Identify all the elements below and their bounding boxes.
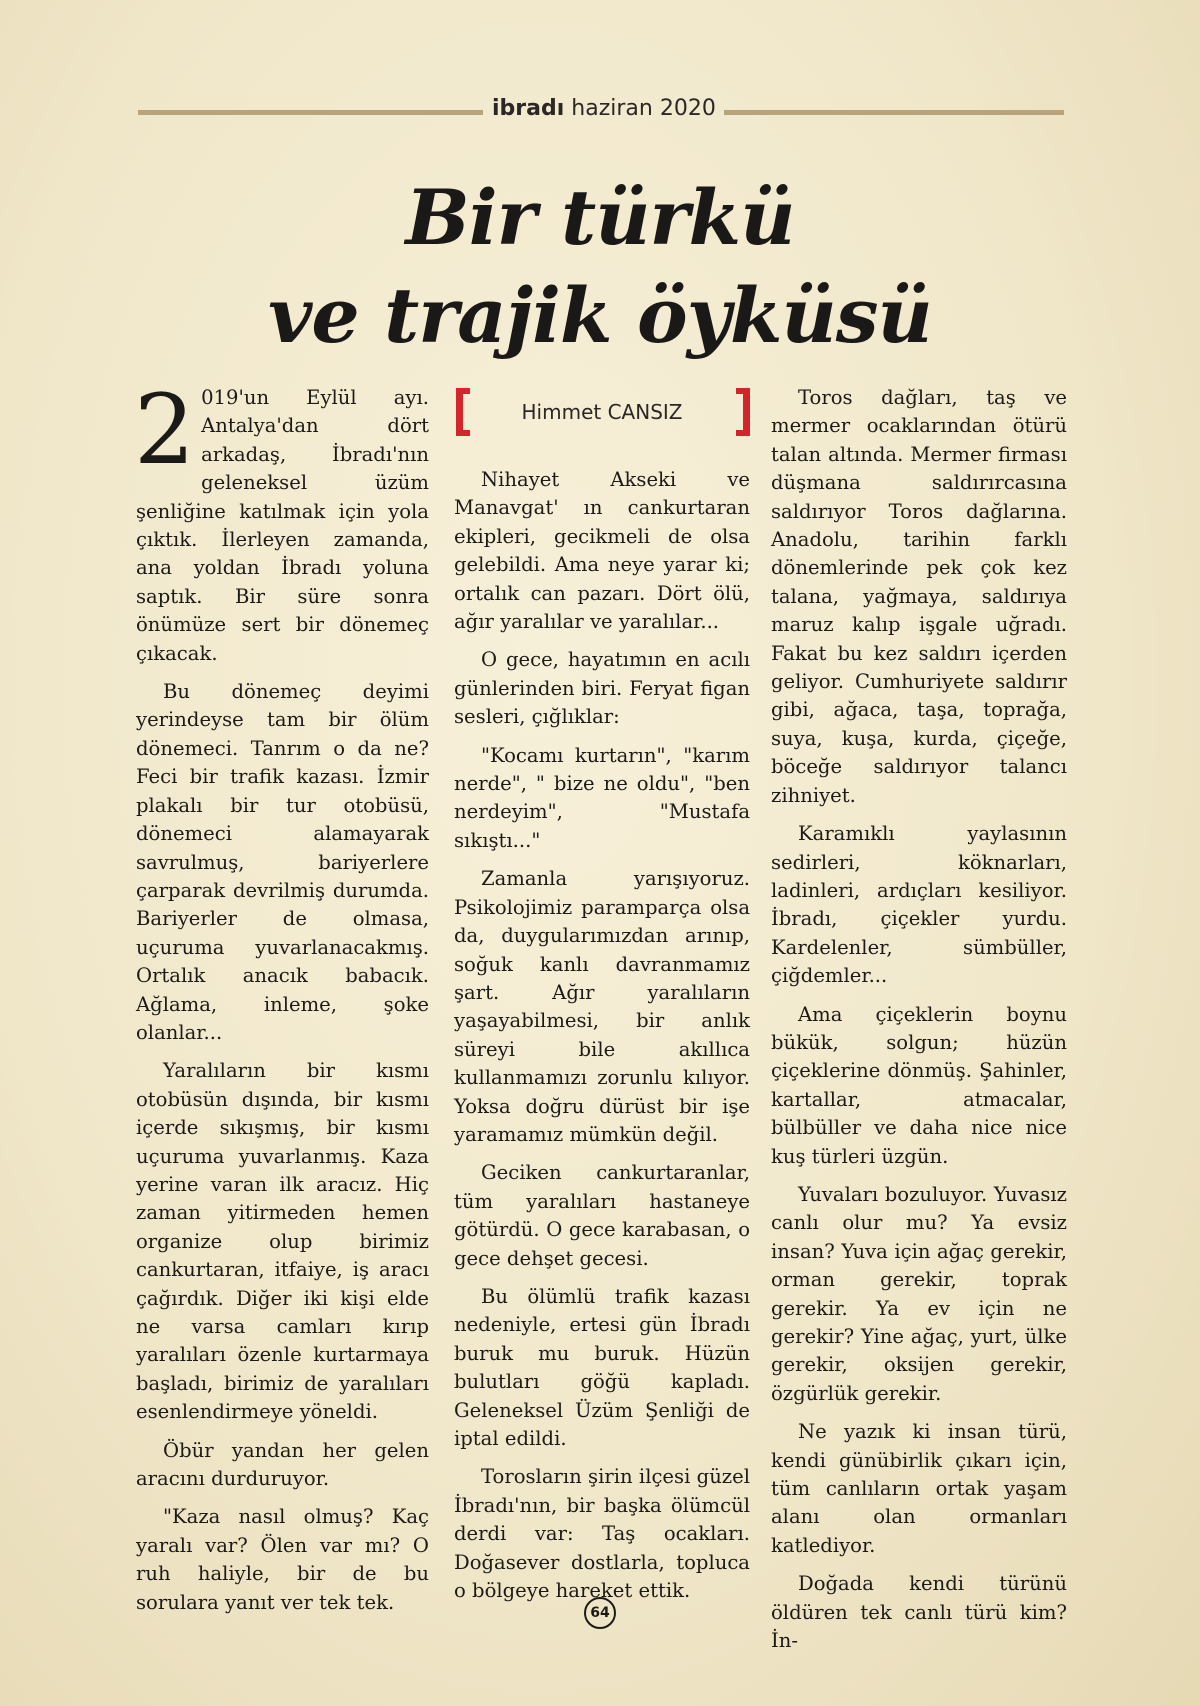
page-number: 64 [584, 1597, 616, 1629]
column-1 [134, 374, 429, 1627]
paragraph-text: 019'un Eylül ayı. Antalya'dan dört arkadaş, İbradı'nın geleneksel üzüm şenliğine katılmak için yola çıktık. İlerleyen zamanda, ana yoldan İbradı yoluna saptık. Bir süre sonra önümüze sert bir dönemeç çıkacak. [136, 386, 429, 665]
article-title-line-1: Bir türkü [405, 173, 795, 262]
issue-date: haziran 2020 [571, 96, 716, 121]
paragraph: "Kocamı kurtarın", "karım nerde", " bize ne oldu", "ben nerdeyim", "Mustafa sıkıştı..." [454, 743, 750, 852]
paragraph: Zamanla yarışıyoruz. Psikolojimiz paramparça olsa da, duygularımızdan arınıp, soğuk kanlı davranmamız şart. Ağır yaralıların yaşayabilmesi, bir anlık süreyi bile akıllıca kullanmamızı zorunlu kılıyor. Yoksa doğru dürüst bir işe yaramamız mümkün değil. [454, 867, 750, 1146]
paragraph: Torosların şirin ilçesi güzel İbradı'nın, bir başka ölümcül derdi var: Taş ocakları. Doğasever dostlarla, topluca o bölgeye hareket ettik. [454, 1465, 750, 1603]
bracket-right [736, 388, 750, 436]
paragraph: Yuvaları bozuluyor. Yuvasız canlı olur mu? Ya evsiz insan? Yuva için ağaç gerekir, orman gerekir, toprak gerekir. Ya ev için ne gerekir? Yine ağaç, yurt, ülke gerekir, oksijen gerekir, özgürlük gerekir. [771, 1182, 1067, 1405]
page-header [138, 96, 1064, 126]
paragraph: Bu ölümlü trafik kazası nedeniyle, ertesi gün İbradı buruk mu buruk. Hüzün bulutları göğü kapladı. Geleneksel Üzüm Şenliği de iptal edildi. [454, 1284, 750, 1450]
article-title-line-2: ve trajik öyküsü [268, 271, 932, 360]
paragraph: Karamıklı yaylasının sedirleri, köknarları, ladinleri, ardıçları kesiliyor. İbradı, çiçekler yurdu. Kardelenler, sümbüller, çiğdemler... [771, 822, 1067, 988]
header-rule-left [138, 110, 483, 115]
paragraph: Bu dönemeç deyimi yerindeyse tam bir ölüm dönemeci. Tanrım o da ne? Feci bir trafik kazası. İzmir plakalı bir tur otobüsü, dönemeci alamayarak savrulmuş, bariyerlere çarparak devrilmiş durumda. Bariyerler de olmasa, uçuruma yuvarlanacakmış. Ortalık anacık babacık. Ağlama, inleme, şoke olanlar... [136, 680, 429, 1044]
paragraph: Toros dağları, taş ve mermer ocaklarından ötürü talan altında. Mermer firması düşmana saldırırcasına saldırıyor Toros dağlarına. Anadolu, tarihin farklı dönemlerinde pek çok kez talana, yağmaya, saldırıya maruz kalıp işgale uğradı. Fakat bu kez saldırı içerden geliyor. Cumhuriyete saldırır gibi, ağaca, taşa, toprağa, suya, kuşa, kurda, çiçeğe, böceğe saldırıyor talancı zihniyet. [771, 386, 1067, 807]
paragraph: "Kaza nasıl olmuş? Kaç yaralı var? Ölen var mı? O ruh haliyle, bir de bu sorulara yanıt ver tek tek. [136, 1505, 429, 1614]
magazine-name: ibradı [492, 96, 565, 121]
header-rule-right [724, 110, 1064, 115]
column-3 [771, 384, 1067, 1665]
paragraph: O gece, hayatımın en acılı günlerinden biri. Feryat figan sesleri, çığlıklar: [454, 648, 750, 729]
bracket-left [456, 388, 470, 436]
paragraph: Geciken cankurtaranlar, tüm yaralıları hastaneye götürdü. O gece karabasan, o gece dehşet gecesi. [454, 1161, 750, 1270]
paragraph: Öbür yandan her gelen aracını durduruyor. [136, 1438, 429, 1491]
drop-cap: 2 [134, 374, 196, 486]
header-label [492, 96, 714, 121]
paragraph: Ama çiçeklerin boynu bükük, solgun; hüzün çiçeklerine dönmüş. Şahinler, kartallar, atmacalar, bülbüller ve daha nice nice kuş türleri üzgün. [771, 1002, 1067, 1168]
paragraph [134, 374, 429, 668]
author-name: Himmet CANSIZ [521, 400, 683, 424]
author-box [454, 388, 750, 440]
paragraph: Ne yazık ki insan türü, kendi günübirlik çıkarı için, tüm canlıların ortak yaşam alanı olan ormanları katlediyor. [771, 1420, 1067, 1557]
paragraph: Nihayet Akseki ve Manavgat' ın cankurtaran ekipleri, gecikmeli de olsa gelebildi. Ama neye yarar ki; ortalık can pazarı. Dört ölü, ağır yaralılar ve yaralılar... [454, 468, 750, 634]
paragraph: Doğada kendi türünü öldüren tek canlı türü kim? İn- [771, 1572, 1067, 1653]
column-2 [454, 384, 750, 1615]
paragraph: Yaralıların bir kısmı otobüsün dışında, bir kısmı içerde sıkışmış, bir kısmı uçuruma yuvarlanmış. Kaza yerine varan ilk aracız. Hiç zaman yitirmeden hemen organize olup birimiz cankurtaran, itfaiye, iş aracı çağırdık. Diğer iki kişi elde ne varsa camları kırıp yaralıları özenle kurtarmaya başladı, birimiz de yaralıları esenlendirmeye yöneldi. [136, 1059, 429, 1424]
